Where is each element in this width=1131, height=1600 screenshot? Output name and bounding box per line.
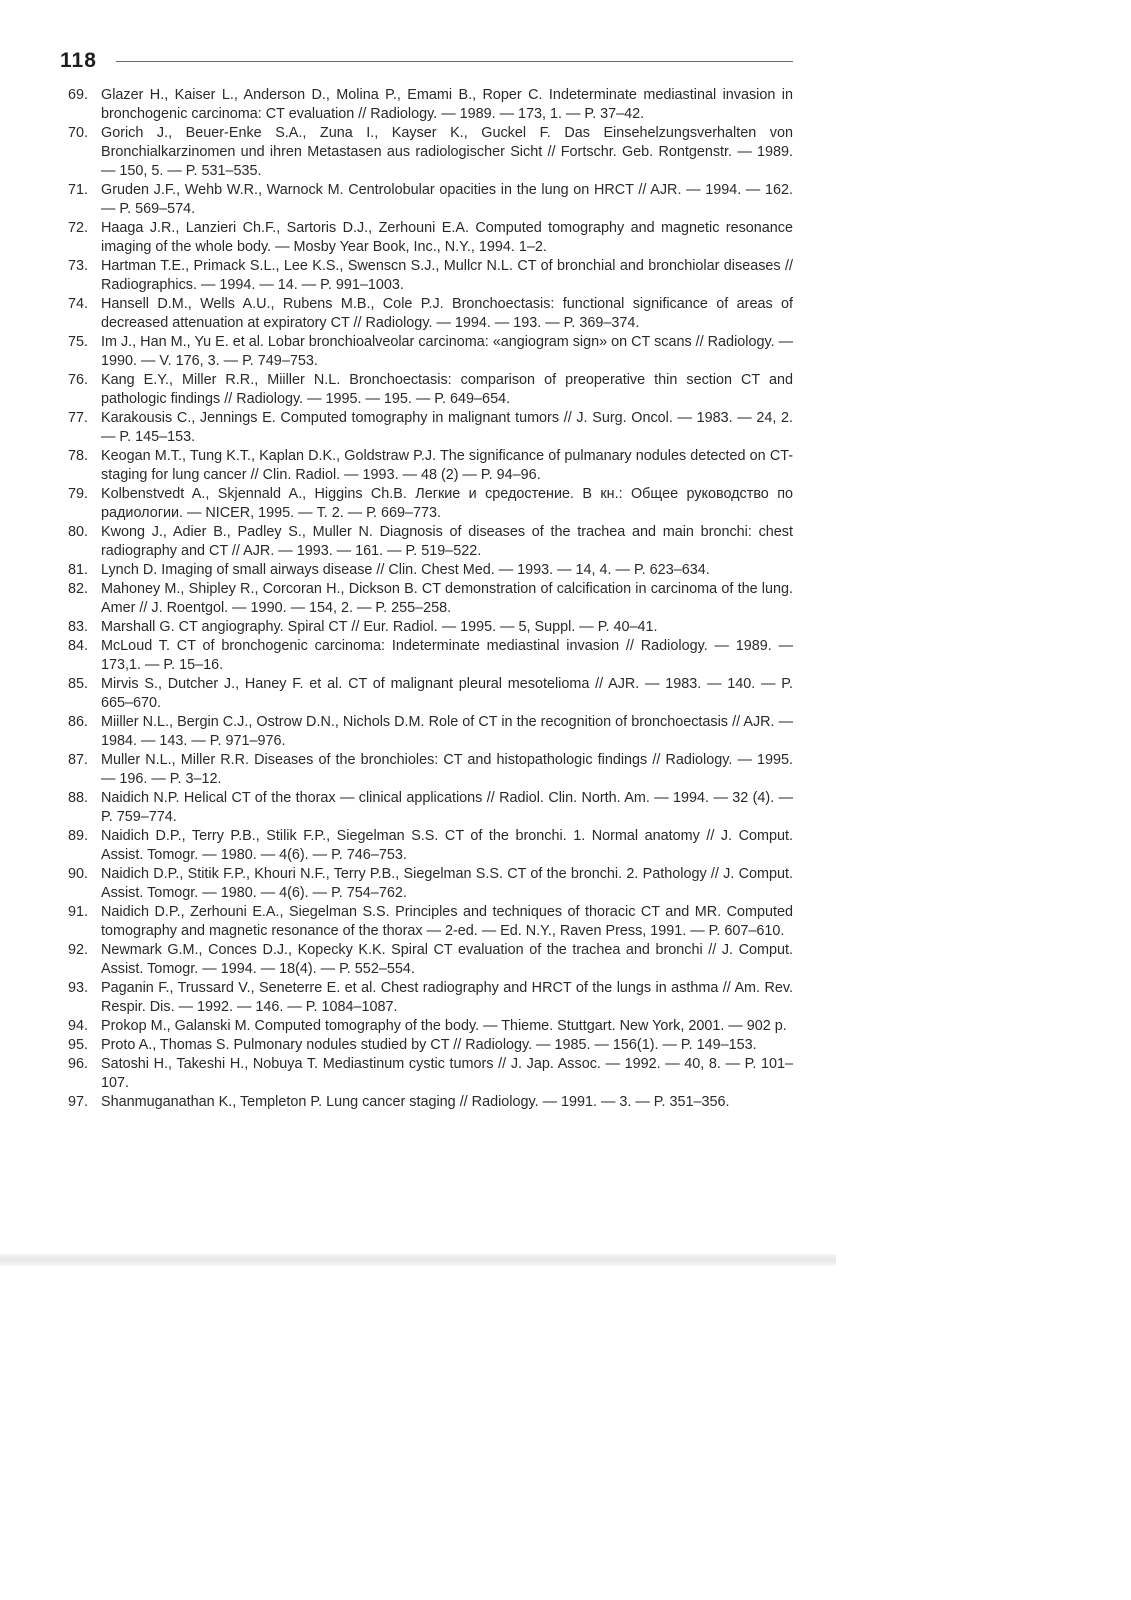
- reference-item: [68, 523, 793, 561]
- reference-item: [68, 618, 793, 637]
- reference-text: Marshall G. CT angiography. Spiral CT // Eur. Radiol. — 1995. — 5, Suppl. — P. 40–41.: [101, 619, 658, 635]
- reference-text: Glazer H., Kaiser L., Anderson D., Molina P., Emami B., Roper C. Indeterminate mediastinal invasion in bronchogenic carcinoma: CT evaluation // Radiology. — 1989. — 173, 1. — P. 37–42.: [101, 87, 793, 122]
- reference-text: Naidich D.P., Zerhouni E.A., Siegelman S.S. Principles and techniques of thoracic CT and MR. Computed tomography and magnetic resonance of the thorax — 2-ed. — Ed. N.Y., Raven Press, 1991. — P. 607–610.: [101, 904, 793, 939]
- reference-item: [68, 409, 793, 447]
- reference-text: Lynch D. Imaging of small airways disease // Clin. Chest Med. — 1993. — 14, 4. — P. 623–634.: [101, 562, 710, 578]
- reference-item: [68, 1017, 793, 1036]
- reference-number: 72.: [68, 220, 89, 236]
- reference-text: Mirvis S., Dutcher J., Haney F. et al. CT of malignant pleural mesotelioma // AJR. — 1983. — 140. — P. 665–670.: [101, 676, 793, 711]
- reference-number: 87.: [68, 752, 89, 768]
- reference-number: 90.: [68, 866, 89, 882]
- reference-item: [68, 295, 793, 333]
- reference-text: Proto A., Thomas S. Pulmonary nodules studied by CT // Radiology. — 1985. — 156(1). — P. 149–153.: [101, 1037, 757, 1053]
- reference-text: Paganin F., Trussard V., Seneterre E. et al. Chest radiography and HRCT of the lungs in asthma // Am. Rev. Respir. Dis. — 1992. — 146. — P. 1084–1087.: [101, 980, 793, 1015]
- reference-number: 81.: [68, 562, 89, 578]
- reference-number: 83.: [68, 619, 89, 635]
- reference-text: Muller N.L., Miller R.R. Diseases of the bronchioles: CT and histopathologic findings // Radiology. — 1995. — 196. — P. 3–12.: [101, 752, 793, 787]
- reference-number: 85.: [68, 676, 89, 692]
- reference-text: Hartman T.E., Primack S.L., Lee K.S., Swenscn S.J., Mullcr N.L. CT of bronchial and bronchiolar diseases // Radiographics. — 1994. — 14. — P. 991–1003.: [101, 258, 793, 293]
- reference-text: McLoud T. CT of bronchogenic carcinoma: Indeterminate mediastinal invasion // Radiology. — 1989. — 173,1. — P. 15–16.: [101, 638, 793, 673]
- reference-number: 94.: [68, 1018, 89, 1034]
- reference-item: [68, 447, 793, 485]
- reference-item: [68, 713, 793, 751]
- reference-number: 69.: [68, 87, 89, 103]
- reference-number: 82.: [68, 581, 89, 597]
- reference-item: [68, 219, 793, 257]
- reference-item: [68, 1055, 793, 1093]
- reference-number: 95.: [68, 1037, 89, 1053]
- reference-item: [68, 561, 793, 580]
- reference-text: Mahoney M., Shipley R., Corcoran H., Dickson B. CT demonstration of calcification in carcinoma of the lung. Amer // J. Roentgol. — 1990. — 154, 2. — P. 255–258.: [101, 581, 793, 616]
- header-rule: [116, 61, 793, 62]
- reference-item: [68, 865, 793, 903]
- reference-item: [68, 371, 793, 409]
- reference-text: Shanmuganathan K., Templeton P. Lung cancer staging // Radiology. — 1991. — 3. — P. 351–356.: [101, 1094, 730, 1110]
- reference-text: Kang E.Y., Miller R.R., Miiller N.L. Bronchoectasis: comparison of preoperative thin section CT and pathologic findings // Radiology. — 1995. — 195. — P. 649–654.: [101, 372, 793, 407]
- reference-number: 75.: [68, 334, 89, 350]
- reference-item: [68, 257, 793, 295]
- reference-text: Keogan M.T., Tung K.T., Kaplan D.K., Goldstraw P.J. The significance of pulmanary nodules detected on CT-staging for lung cancer // Clin. Radiol. — 1993. — 48 (2) — P. 94–96.: [101, 448, 793, 483]
- reference-number: 88.: [68, 790, 89, 806]
- reference-item: [68, 485, 793, 523]
- reference-text: Naidich D.P., Terry P.B., Stilik F.P., Siegelman S.S. CT of the bronchi. 1. Normal anatomy // J. Comput. Assist. Tomogr. — 1980. — 4(6). — P. 746–753.: [101, 828, 793, 863]
- reference-item: [68, 941, 793, 979]
- reference-number: 91.: [68, 904, 89, 920]
- reference-number: 93.: [68, 980, 89, 996]
- reference-number: 89.: [68, 828, 89, 844]
- page-header: [60, 48, 793, 74]
- reference-item: [68, 580, 793, 618]
- reference-number: 97.: [68, 1094, 89, 1110]
- reference-number: 71.: [68, 182, 89, 198]
- reference-item: [68, 789, 793, 827]
- reference-number: 78.: [68, 448, 89, 464]
- reference-text: Prokop M., Galanski M. Computed tomography of the body. — Thieme. Stuttgart. New York, 2001. — 902 p.: [101, 1018, 787, 1034]
- reference-text: Gruden J.F., Wehb W.R., Warnock M. Centrolobular opacities in the lung on HRCT // AJR. — 1994. — 162. — P. 569–574.: [101, 182, 793, 217]
- reference-number: 73.: [68, 258, 89, 274]
- reference-number: 74.: [68, 296, 89, 312]
- reference-item: [68, 827, 793, 865]
- reference-text: Newmark G.M., Conces D.J., Kopecky K.K. Spiral CT evaluation of the trachea and bronchi // J. Comput. Assist. Tomogr. — 1994. — 18(4). — P. 552–554.: [101, 942, 793, 977]
- reference-text: Satoshi H., Takeshi H., Nobuya T. Mediastinum cystic tumors // J. Jap. Assoc. — 1992. — 40, 8. — P. 101–107.: [101, 1056, 793, 1091]
- reference-text: Hansell D.M., Wells A.U., Rubens M.B., Cole P.J. Bronchoectasis: functional significance of areas of decreased attenuation at expiratory CT // Radiology. — 1994. — 193. — P. 369–374.: [101, 296, 793, 331]
- reference-number: 84.: [68, 638, 89, 654]
- reference-item: [68, 903, 793, 941]
- reference-item: [68, 86, 793, 124]
- reference-number: 96.: [68, 1056, 89, 1072]
- reference-number: 92.: [68, 942, 89, 958]
- reference-text: Miiller N.L., Bergin C.J., Ostrow D.N., Nichols D.M. Role of CT in the recognition of bronchoectasis // AJR. — 1984. — 143. — P. 971–976.: [101, 714, 793, 749]
- reference-item: [68, 181, 793, 219]
- reference-text: Haaga J.R., Lanzieri Ch.F., Sartoris D.J., Zerhouni E.A. Computed tomography and magnetic resonance imaging of the whole body. — Mosby Year Book, Inc., N.Y., 1994. 1–2.: [101, 220, 793, 255]
- reference-text: Karakousis C., Jennings E. Computed tomography in malignant tumors // J. Surg. Oncol. — 1983. — 24, 2. — P. 145–153.: [101, 410, 793, 445]
- reference-item: [68, 1036, 793, 1055]
- reference-item: [68, 1093, 793, 1112]
- reference-number: 77.: [68, 410, 89, 426]
- scan-edge-artifact: [0, 1254, 836, 1266]
- reference-number: 70.: [68, 125, 89, 141]
- reference-number: 86.: [68, 714, 89, 730]
- reference-number: 76.: [68, 372, 89, 388]
- reference-text: Naidich N.P. Helical CT of the thorax — clinical applications // Radiol. Clin. North. Am. — 1994. — 32 (4). — P. 759–774.: [101, 790, 793, 825]
- reference-item: [68, 124, 793, 181]
- reference-item: [68, 751, 793, 789]
- reference-item: [68, 333, 793, 371]
- reference-item: [68, 979, 793, 1017]
- reference-text: Kolbenstvedt A., Skjennald A., Higgins Ch.B. Легкие и средостение. В кн.: Общее руководство по радиологии. — NICER, 1995. — Т. 2. — Р. 669–773.: [101, 486, 793, 521]
- reference-item: [68, 637, 793, 675]
- reference-text: Im J., Han M., Yu E. et al. Lobar bronchioalveolar carcinoma: «angiogram sign» on CT scans // Radiology. — 1990. — V. 176, 3. — P. 749–753.: [101, 334, 793, 369]
- page-number: 118: [60, 49, 97, 72]
- reference-text: Kwong J., Adier B., Padley S., Muller N. Diagnosis of diseases of the trachea and main bronchi: chest radiography and CT // AJR. — 1993. — 161. — P. 519–522.: [101, 524, 793, 559]
- reference-number: 79.: [68, 486, 89, 502]
- reference-number: 80.: [68, 524, 89, 540]
- reference-text: Naidich D.P., Stitik F.P., Khouri N.F., Terry P.B., Siegelman S.S. CT of the bronchi. 2. Pathology // J. Comput. Assist. Tomogr. — 1980. — 4(6). — P. 754–762.: [101, 866, 793, 901]
- reference-text: Gorich J., Beuer-Enke S.A., Zuna I., Kayser K., Guckel F. Das Einsehelzungsverhalten von Bronchialkarzinomen und ihren Metastasen aus radiologischer Sicht // Fortschr. Geb. Rontgenstr. — 1989. — 150, 5. — P. 531–535.: [101, 125, 793, 179]
- reference-item: [68, 675, 793, 713]
- reference-list: [68, 86, 793, 1112]
